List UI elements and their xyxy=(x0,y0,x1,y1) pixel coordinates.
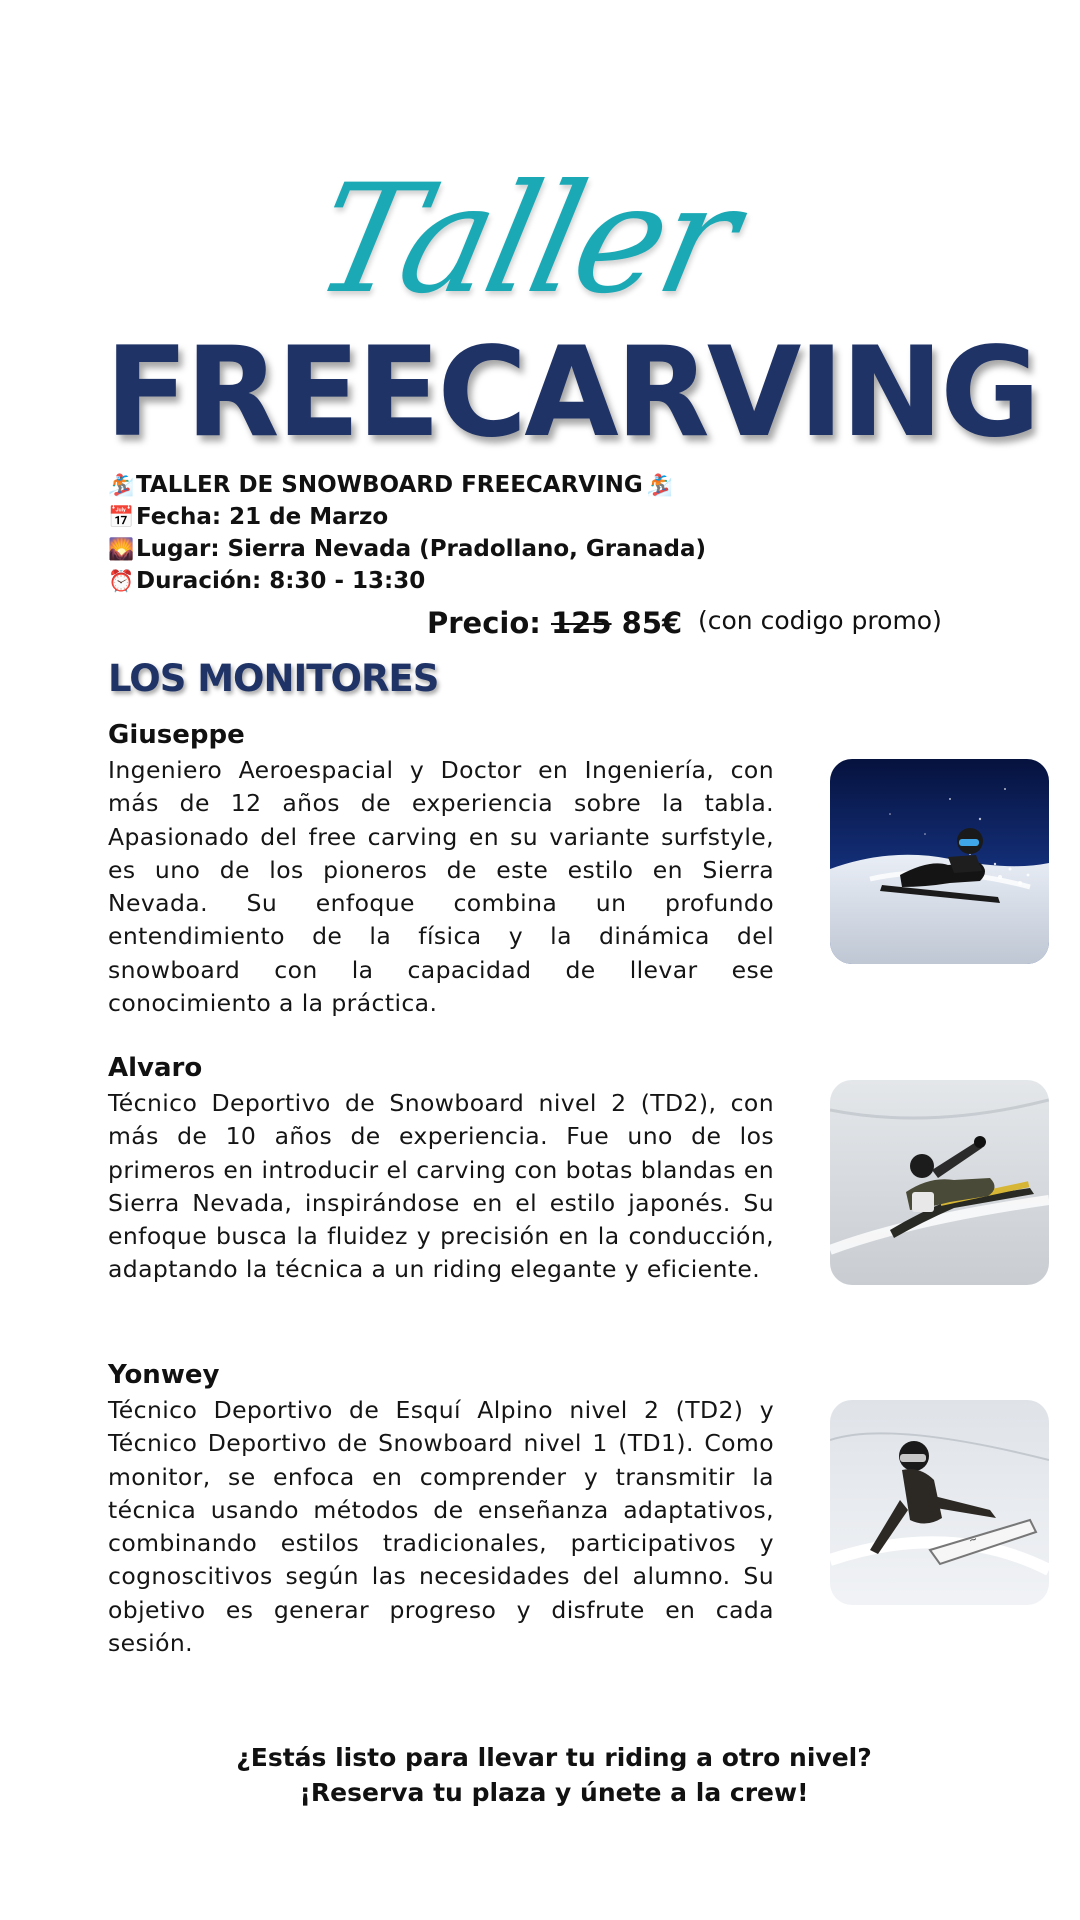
info-date-text: Fecha: 21 de Marzo xyxy=(136,504,389,530)
info-line-date xyxy=(108,501,388,533)
snowboarder-slope-photo xyxy=(830,1400,1049,1605)
cta-line-2: ¡Reserva tu plaza y únete a la crew! xyxy=(299,1778,809,1807)
price-new: 85€ xyxy=(621,606,683,640)
sunrise-mountain-icon: 🌄 xyxy=(108,537,135,561)
info-duration-text: Duración: 8:30 - 13:30 xyxy=(136,568,426,594)
snowboarder-icon: 🏂 xyxy=(108,473,135,497)
monitor-name: Yonwey xyxy=(108,1360,220,1390)
snowboarder-carving-photo xyxy=(830,1080,1049,1285)
alarm-clock-icon: ⏰ xyxy=(108,569,135,593)
monitors-title: LOS MONITORES xyxy=(108,657,439,700)
monitor-name: Giuseppe xyxy=(108,720,245,750)
price-promo-note: (con codigo promo) xyxy=(698,606,942,635)
main-title: FREECARVING xyxy=(105,321,1038,465)
info-location-text: Lugar: Sierra Nevada (Pradollano, Granada) xyxy=(136,536,707,562)
info-workshop-text: TALLER DE SNOWBOARD FREECARVING xyxy=(136,472,643,498)
monitor-name: Alvaro xyxy=(108,1053,203,1083)
svg-text:~: ~ xyxy=(967,1533,979,1547)
monitor-bio: Técnico Deportivo de Snowboard nivel 2 (TD2), con más de 10 años de experiencia. Fue uno de los primeros en introducir el carving con botas blandas en Sierra Nevada, inspirándose en el estilo japonés. Su enfoque busca la fluidez y precisión en la conducción, adaptando la técnica a un riding elegante y eficiente. xyxy=(108,1089,774,1284)
snowboarder-night-photo xyxy=(830,759,1049,964)
info-line-duration xyxy=(108,565,425,597)
script-title: Taller xyxy=(301,153,749,327)
calendar-icon: 📅 xyxy=(108,505,135,529)
monitor-bio: Ingeniero Aeroespacial y Doctor en Ingeniería, con más de 12 años de experiencia sobre la tabla. Apasionado del free carving en su variante surfstyle, es uno de los pioneros de este estilo en Sierra Nevada. Su enfoque combina un profundo entendimiento de la física y la dinámica del snowboard con la capacidad de llevar ese conocimiento a la práctica. xyxy=(108,756,774,1018)
info-line-workshop xyxy=(108,469,675,501)
snowboarder-icon: 🏂 xyxy=(646,473,673,497)
price xyxy=(427,603,682,643)
monitor-photo-yonwey xyxy=(830,1400,1049,1605)
monitor-photo-giuseppe xyxy=(830,759,1049,964)
price-label: Precio: xyxy=(427,606,541,640)
monitor-photo-alvaro xyxy=(830,1080,1049,1285)
monitor-bio: Técnico Deportivo de Esquí Alpino nivel 2 (TD2) y Técnico Deportivo de Snowboard nivel 1 (TD1). Como monitor, se enfoca en comprender y transmitir la técnica usando métodos de enseñanza adaptativos, combinando estilos tradicionales, participativos y cognoscitivos según las necesidades del alumno. Su objetivo es generar progreso y disfrute en cada sesión. xyxy=(108,1396,774,1658)
price-old: 125 xyxy=(551,606,612,640)
cta-line-1: ¿Estás listo para llevar tu riding a otro nivel? xyxy=(236,1743,872,1772)
info-line-location xyxy=(108,533,706,565)
